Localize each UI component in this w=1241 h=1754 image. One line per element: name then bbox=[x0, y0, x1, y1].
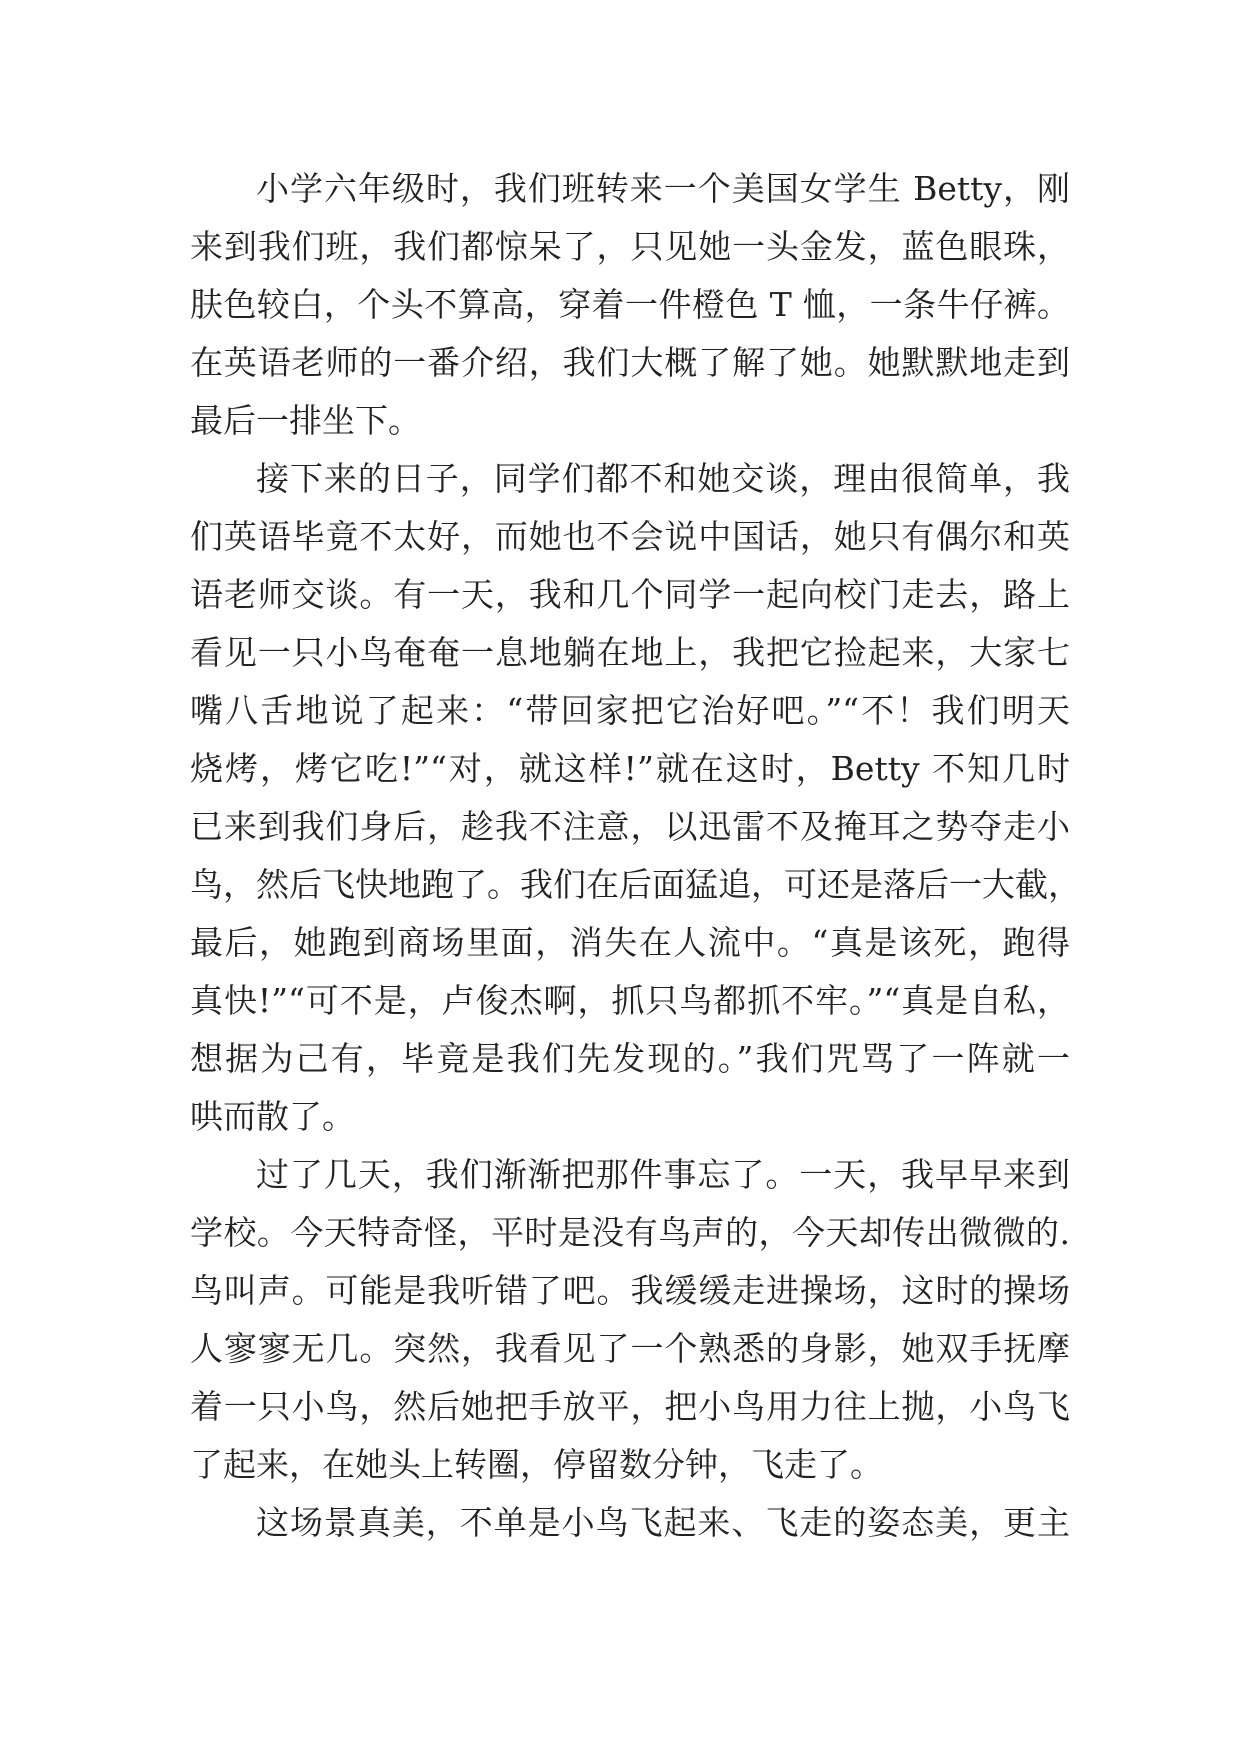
paragraph-4 bbox=[190, 1494, 1070, 1552]
text-line: 来到我们班，我们都惊呆了，只见她一头金发，蓝色眼珠， bbox=[190, 227, 1070, 266]
text-line: 过了几天，我们渐渐把那件事忘了。一天，我早早来到 bbox=[256, 1155, 1070, 1194]
paragraph-1 bbox=[190, 160, 1070, 450]
text-line: 哄而散了。 bbox=[190, 1097, 355, 1136]
document-body bbox=[190, 160, 1081, 1552]
paragraph-2 bbox=[190, 450, 1081, 1146]
text-line: 们英语毕竟不太好，而她也不会说中国话，她只有偶尔和英 bbox=[190, 517, 1070, 556]
text-line: 肤色较白，个头不算高，穿着一件橙色 T 恤，一条牛仔裤。 bbox=[190, 285, 1070, 324]
text-line: 小学六年级时，我们班转来一个美国女学生 Betty，刚 bbox=[256, 169, 1070, 208]
text-line: 最后，她跑到商场里面，消失在人流中。“真是该死，跑得 bbox=[190, 923, 1070, 962]
text-line: 真快!”“可不是，卢俊杰啊，抓只鸟都抓不牢。”“真是自私， bbox=[190, 981, 1070, 1020]
text-line: 已来到我们身后，趁我不注意，以迅雷不及掩耳之势夺走小 bbox=[190, 807, 1070, 846]
text-line: 接下来的日子，同学们都不和她交谈，理由很简单，我 bbox=[256, 459, 1070, 498]
text-line: 嘴八舌地说了起来：“带回家把它治好吧。”“不！我们明天 bbox=[190, 691, 1070, 730]
text-line: 这场景真美，不单是小鸟飞起来、飞走的姿态美，更主 bbox=[256, 1503, 1070, 1542]
text-line: 人寥寥无几。突然，我看见了一个熟悉的身影，她双手抚摩 bbox=[190, 1329, 1070, 1368]
text-line: 学校。今天特奇怪，平时是没有鸟声的，今天却传出微微的. bbox=[190, 1213, 1070, 1252]
text-line: 看见一只小鸟奄奄一息地躺在地上，我把它捡起来，大家七 bbox=[190, 633, 1070, 672]
paragraph-3 bbox=[190, 1146, 1070, 1494]
text-line: 想据为己有，毕竟是我们先发现的。”我们咒骂了一阵就一 bbox=[190, 1039, 1070, 1078]
text-line: 着一只小鸟，然后她把手放平，把小鸟用力往上抛，小鸟飞 bbox=[190, 1387, 1070, 1426]
text-line: 烧烤，烤它吃!”“对，就这样!”就在这时，Betty 不知几时 bbox=[190, 749, 1070, 788]
text-line: 在英语老师的一番介绍，我们大概了解了她。她默默地走到 bbox=[190, 343, 1070, 382]
text-line: 鸟叫声。可能是我听错了吧。我缓缓走进操场，这时的操场 bbox=[190, 1271, 1070, 1310]
text-line: 鸟，然后飞快地跑了。我们在后面猛追，可还是落后一大截， bbox=[190, 865, 1081, 904]
text-line: 了起来，在她头上转圈，停留数分钟，飞走了。 bbox=[190, 1445, 883, 1484]
text-line: 语老师交谈。有一天，我和几个同学一起向校门走去，路上 bbox=[190, 575, 1070, 614]
text-line: 最后一排坐下。 bbox=[190, 401, 421, 440]
